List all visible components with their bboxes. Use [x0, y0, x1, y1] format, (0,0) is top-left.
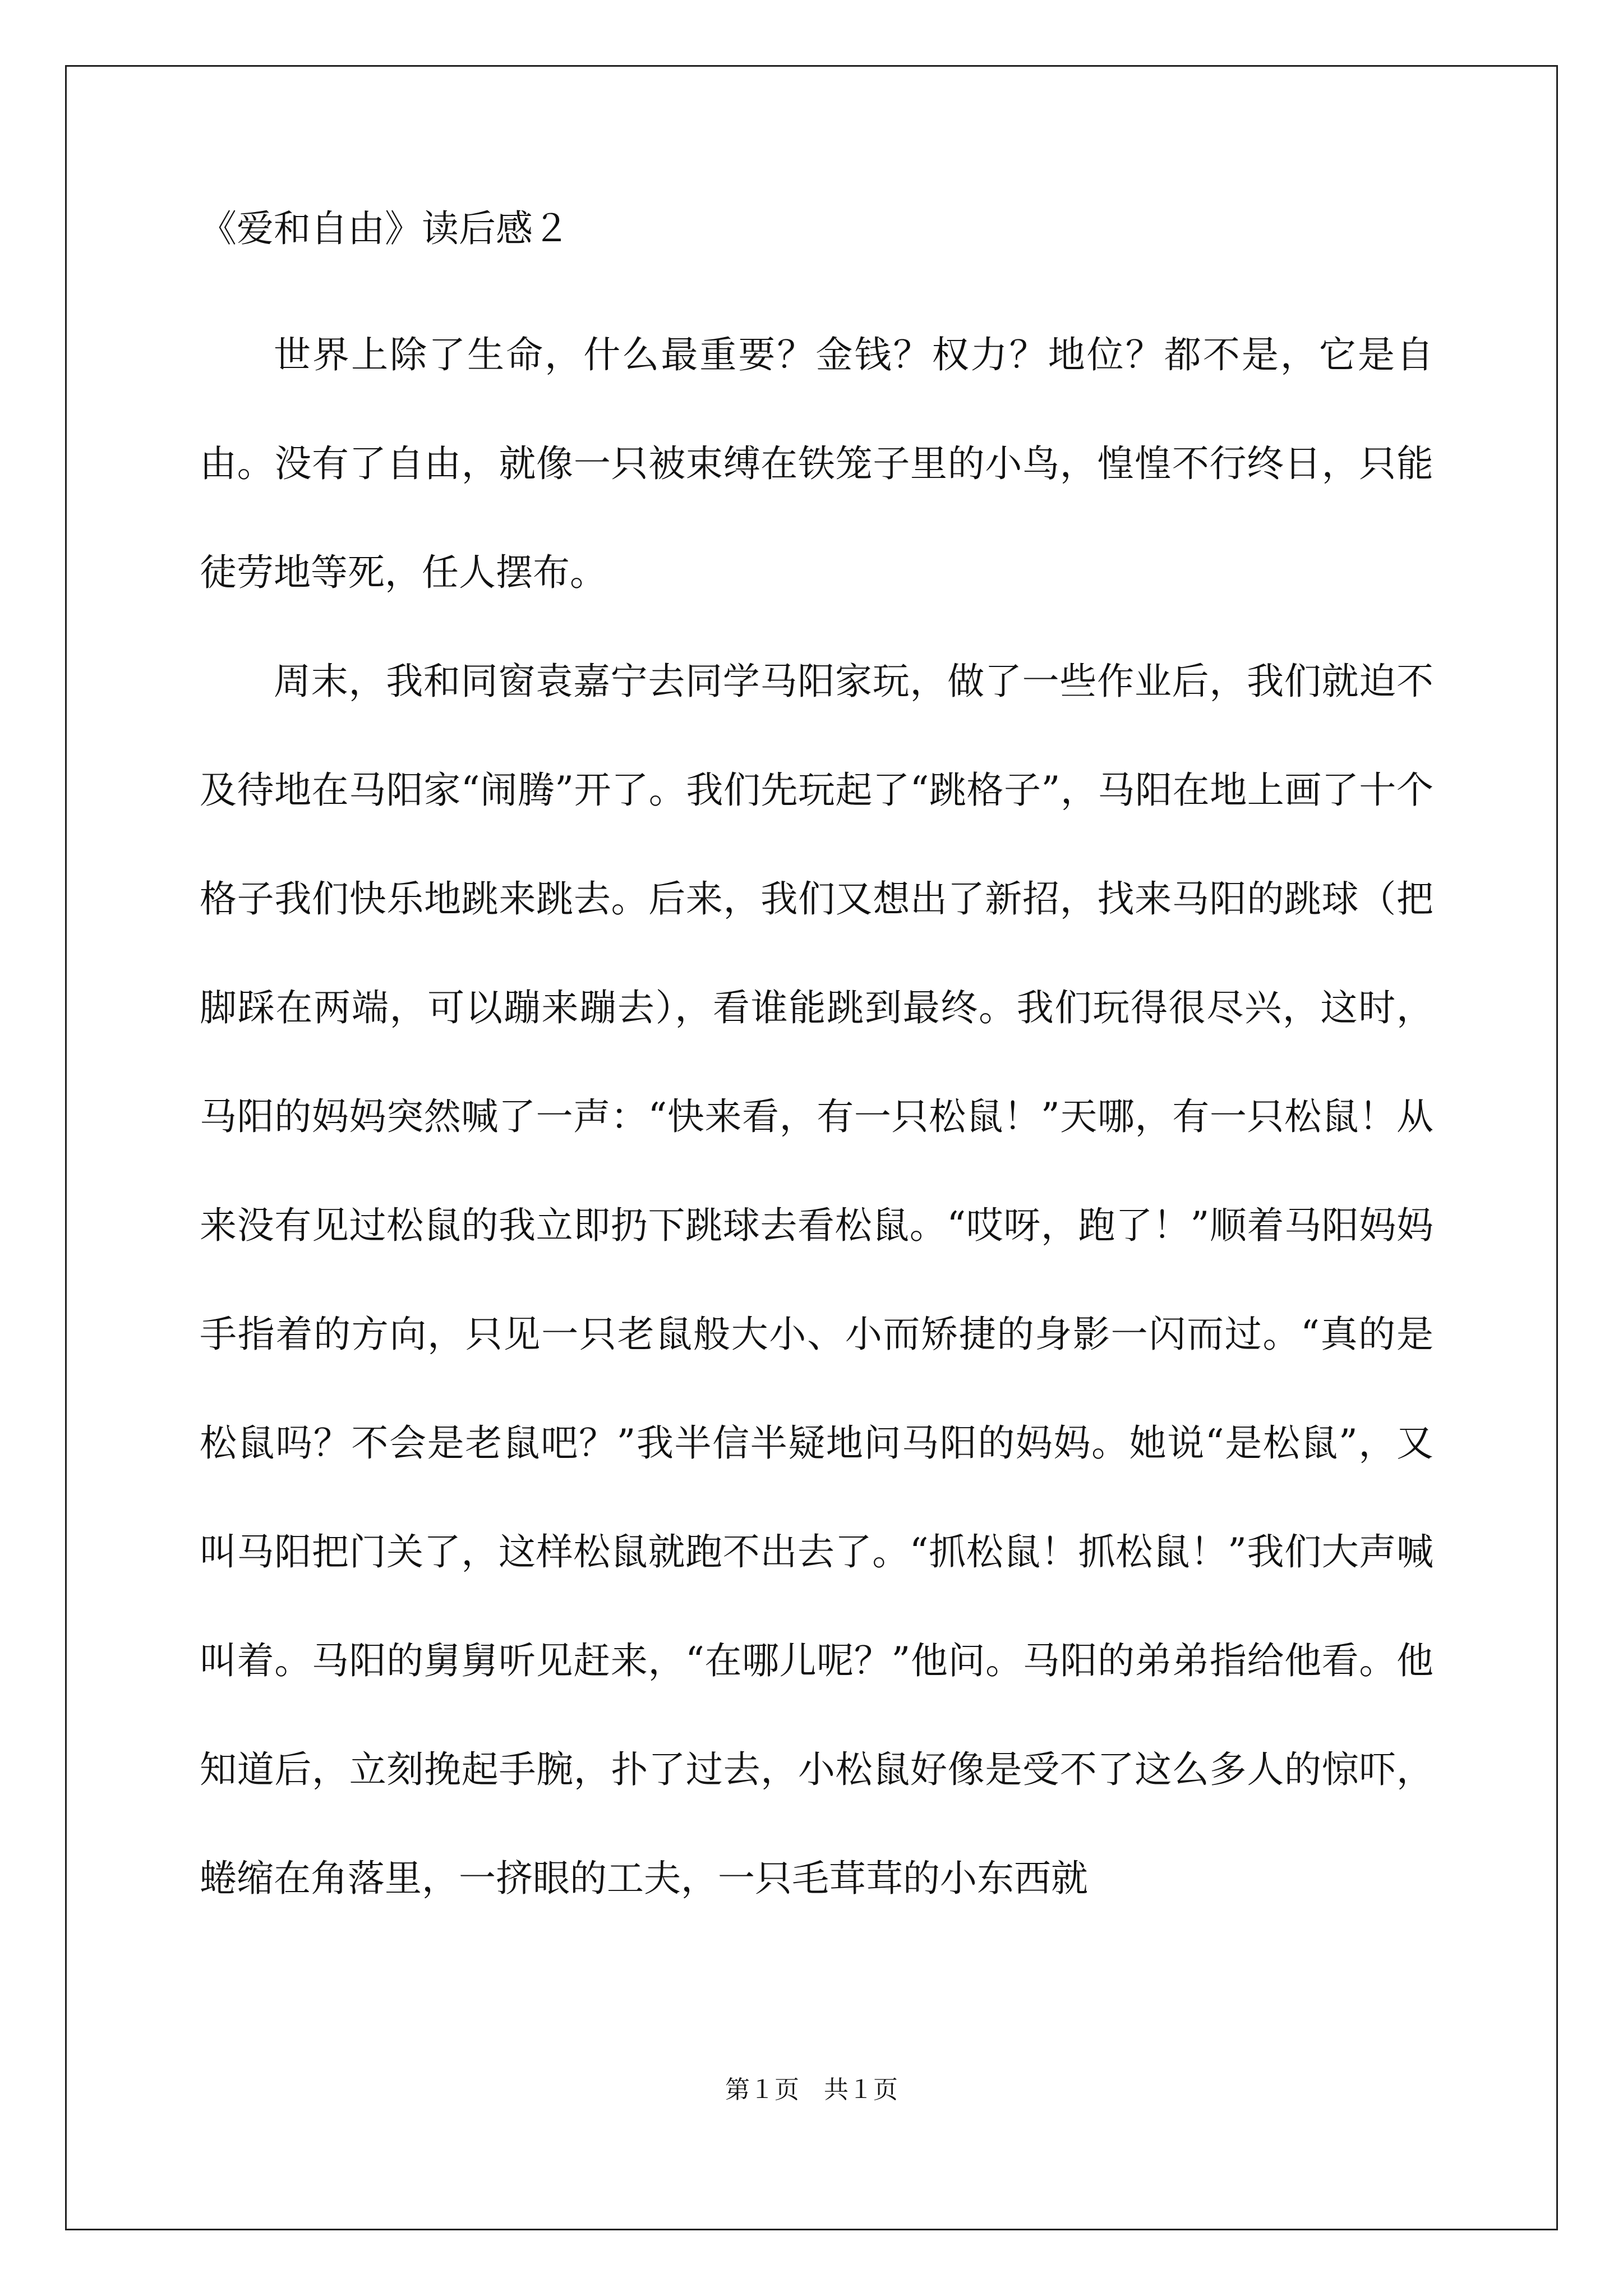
page-footer: 第１页 共１页: [725, 2076, 898, 2104]
paragraph-1: 世界上除了生命，什么最重要？金钱？权力？地位？都不是，它是自由。没有了自由，就像一只被束缚在铁笼子里的小鸟，惶惶不行终日，只能徒劳地等死，任人摆布。: [200, 333, 1433, 594]
document-body: [200, 202, 1433, 1933]
document-title: 《爱和自由》读后感２: [200, 207, 570, 250]
paragraph-2: 周末，我和同窗袁嘉宁去同学马阳家玩，做了一些作业后，我们就迫不及待地在马阳家“闹腾”开了。我们先玩起了“跳格子”，马阳在地上画了十个格子我们快乐地跳来跳去。后来，我们又想出了新招，找来马阳的跳球（把脚踩在两端，可以蹦来蹦去），看谁能跳到最终。我们玩得很尽兴，这时，马阳的妈妈突然喊了一声：“快来看，有一只松鼠！”天哪，有一只松鼠！从来没有见过松鼠的我立即扔下跳球去看松鼠。“哎呀，跑了！”顺着马阳妈妈手指着的方向，只见一只老鼠般大小、小而矫捷的身影一闪而过。“真的是松鼠吗？不会是老鼠吧？”我半信半疑地问马阳的妈妈。她说“是松鼠”，又叫马阳把门关了，这样松鼠就跑不出去了。“抓松鼠！抓松鼠！”我们大声喊叫着。马阳的舅舅听见赶来，“在哪儿呢？”他问。马阳的弟弟指给他看。他知道后，立刻挽起手腕，扑了过去，小松鼠好像是受不了这么多人的惊吓，蜷缩在角落里，一挤眼的工夫，一只毛茸茸的小东西就: [200, 660, 1433, 1900]
